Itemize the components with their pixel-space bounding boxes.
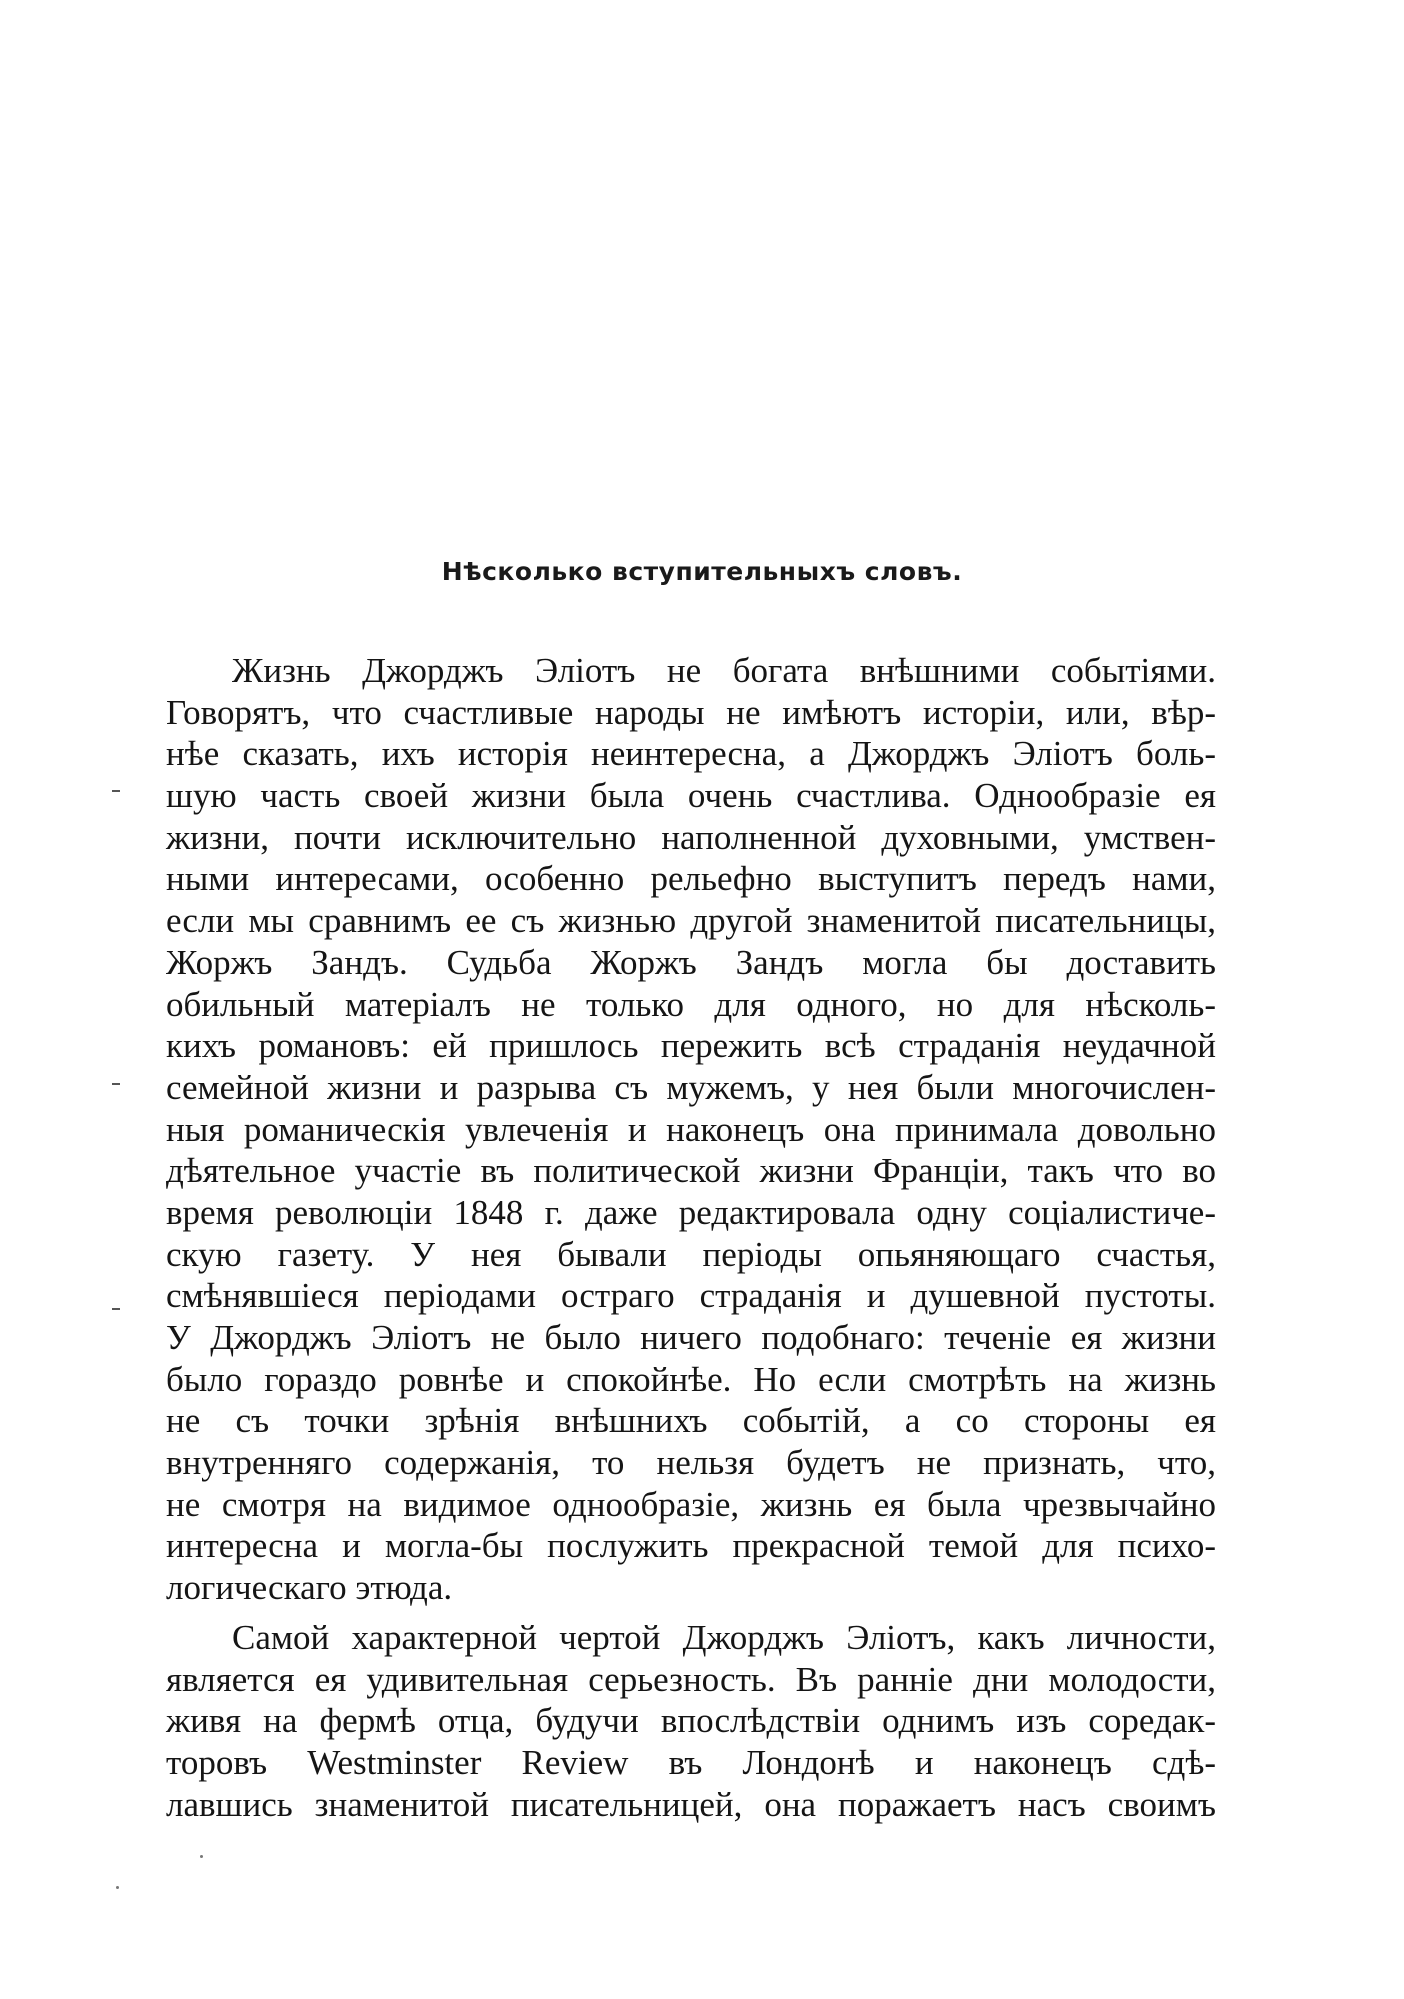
text-line: время революцiи 1848 г. даже редактировала одну соцiалистиче- (166, 1192, 1216, 1232)
text-line: не съ точки зрѣнiя внѣшнихъ событiй, а со стороны ея (166, 1401, 1216, 1441)
text-line: Говорятъ, что счастливые народы не имѣютъ исторiи, или, вѣр- (166, 692, 1216, 732)
text-line: не смотря на видимое однообразiе, жизнь ея была чрезвычайно (166, 1484, 1216, 1524)
text-line: внутренняго содержанiя, то нельзя будетъ не признать, что, (166, 1443, 1216, 1483)
text-line: шую часть своей жизни была очень счастлива. Однообразiе ея (166, 776, 1216, 816)
text-line: обильный матерiалъ не только для одного, но для нѣсколь- (166, 984, 1216, 1024)
text-line: торовъ Westminster Review въ Лондонѣ и наконецъ сдѣ- (166, 1742, 1216, 1782)
text-line: лавшись знаменитой писательницей, она поражаетъ насъ своимъ (166, 1784, 1216, 1824)
text-line: жизни, почти исключительно наполненной духовными, умствен- (166, 817, 1216, 857)
margin-mark (112, 1083, 120, 1085)
text-line: Жизнь Джорджъ Элiотъ не богата внѣшними событiями. (232, 651, 1216, 690)
text-line: смѣнявшiеся перiодами остраго страданiя и душевной пустоты. (166, 1276, 1216, 1316)
text-line: живя на фермѣ отца, будучи впослѣдствiи однимъ изъ соредак- (166, 1701, 1216, 1741)
text-line: кихъ романовъ: ей пришлось пережить всѣ страданiя неудачной (166, 1026, 1216, 1066)
margin-mark (112, 1308, 120, 1310)
text-line: было гораздо ровнѣе и спокойнѣе. Но если смотрѣть на жизнь (166, 1359, 1216, 1399)
paragraph-1 (166, 650, 1216, 1609)
text-line: ныя романическiя увлеченiя и наконецъ она принимала довольно (166, 1109, 1216, 1149)
text-line: дѣятельное участiе въ политической жизни Францiи, такъ что во (166, 1151, 1216, 1191)
text-line: Жоржъ Зандъ. Судьба Жоржъ Зандъ могла бы доставить (166, 942, 1216, 982)
margin-mark (112, 790, 120, 792)
text-line: если мы сравнимъ ее съ жизнью другой знаменитой писательницы, (166, 901, 1216, 941)
body-text (166, 650, 1216, 1825)
scan-speck (116, 1886, 119, 1889)
text-line: У Джорджъ Элiотъ не было ничего подобнаго: теченiе ея жизни (166, 1318, 1216, 1357)
text-line: Самой характерной чертой Джорджъ Элiотъ, какъ личности, (232, 1617, 1216, 1657)
text-line: нѣе сказать, ихъ исторiя неинтересна, а Джорджъ Элiотъ боль- (166, 734, 1216, 774)
text-line: скую газету. У нея бывали перiоды опьяняющаго счастья, (166, 1234, 1216, 1274)
text-line: семейной жизни и разрыва съ мужемъ, у нея были многочислен- (166, 1067, 1216, 1107)
text-line: ными интересами, особенно рельефно выступитъ передъ нами, (166, 859, 1216, 899)
paragraph-2 (166, 1617, 1216, 1825)
paragraph-gap (166, 1609, 1216, 1617)
text-line: является ея удивительная серьезность. Въ раннiе дни молодости, (166, 1659, 1216, 1699)
scan-speck (200, 1855, 203, 1858)
page-heading: Нѣсколько вступительныхъ словъ. (441, 557, 963, 586)
text-line: интересна и могла-бы послужить прекрасной темой для психо- (166, 1526, 1216, 1566)
text-line: логическаго этюда. (166, 1568, 453, 1608)
